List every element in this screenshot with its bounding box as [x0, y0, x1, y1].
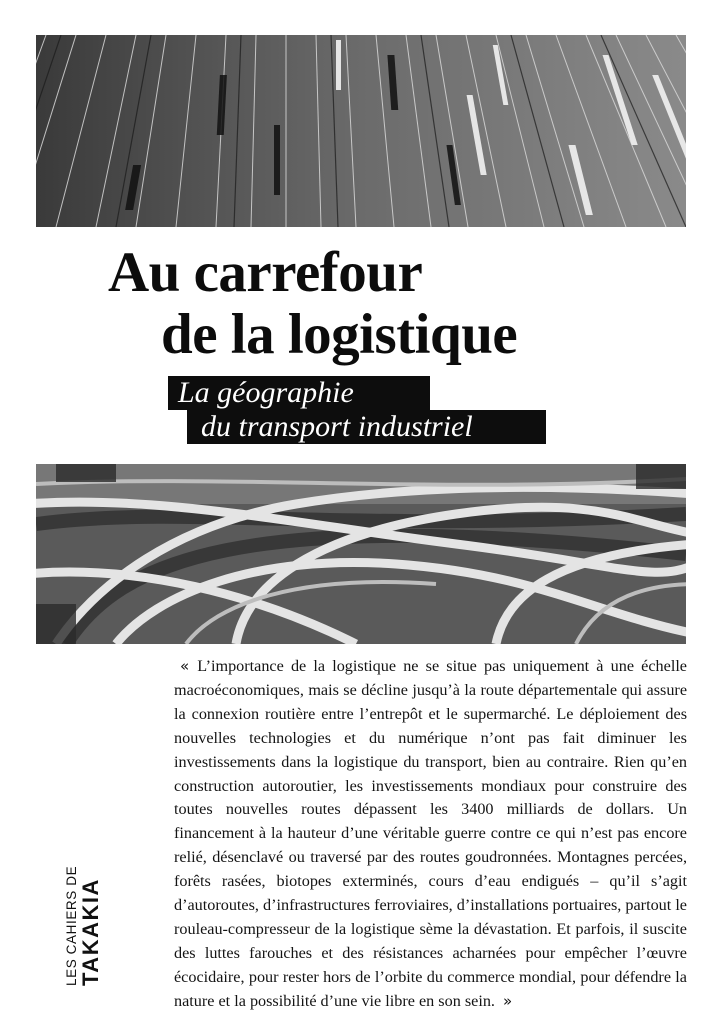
- highway-interchange-photo: [36, 464, 686, 644]
- subtitle-line-2: du transport industriel: [187, 410, 546, 444]
- publisher-name: TAKAKIA: [78, 878, 103, 986]
- subtitle-line-1: La géographie: [168, 376, 430, 410]
- open-quote-mark: «: [180, 657, 188, 675]
- quote-text: L’importance de la logistique ne se situe pas uniquement à une échelle macroéconomiques, mais se décline jusqu’à la route départementale qui assure la connexion routière entre l’entrepôt et le supermarché. Le déploiement des nouvelles technologies et du numérique n’ont pas fait diminuer les investissements dans la logistique du transport, bien au contraire. Rien qu’en construction autoroutier, les investissements mondiaux pour construire des toutes nouvelles routes dépassent les 3400 milliards de dollars. Un financement à la hauteur d’une véritable guerre contre ce qui n’est pas encore relié, désenclavé ou traversé par des routes goudronnées. Montagnes percées, forêts rasées, biotopes exterminés, cours d’eau endigués – qu’il s’agit d’autoroutes, d’infrastructures ferroviaires, d’installations portuaires, partout le rouleau-compresseur de la logistique sème la dévastation. Et parfois, il suscite des luttes farouches et des résistances acharnées pour empêcher l’œuvre écocidaire, pour rester hors de l’orbite du commerce mondial, pour défendre la nature et la possibilité d’une vie libre en son sein.: [174, 657, 687, 1010]
- title-line-1: Au carrefour: [108, 241, 423, 304]
- quote-paragraph: [174, 655, 687, 1014]
- highway-interchange-image: [36, 464, 686, 644]
- title-line-2: de la logistique: [161, 303, 518, 366]
- publisher-series: LES CAHIERS DE: [64, 865, 79, 986]
- railway-yard-photo: [36, 35, 686, 227]
- publisher-logo: [64, 866, 102, 986]
- close-quote-mark: »: [502, 991, 511, 1010]
- railway-yard-image: [36, 35, 686, 227]
